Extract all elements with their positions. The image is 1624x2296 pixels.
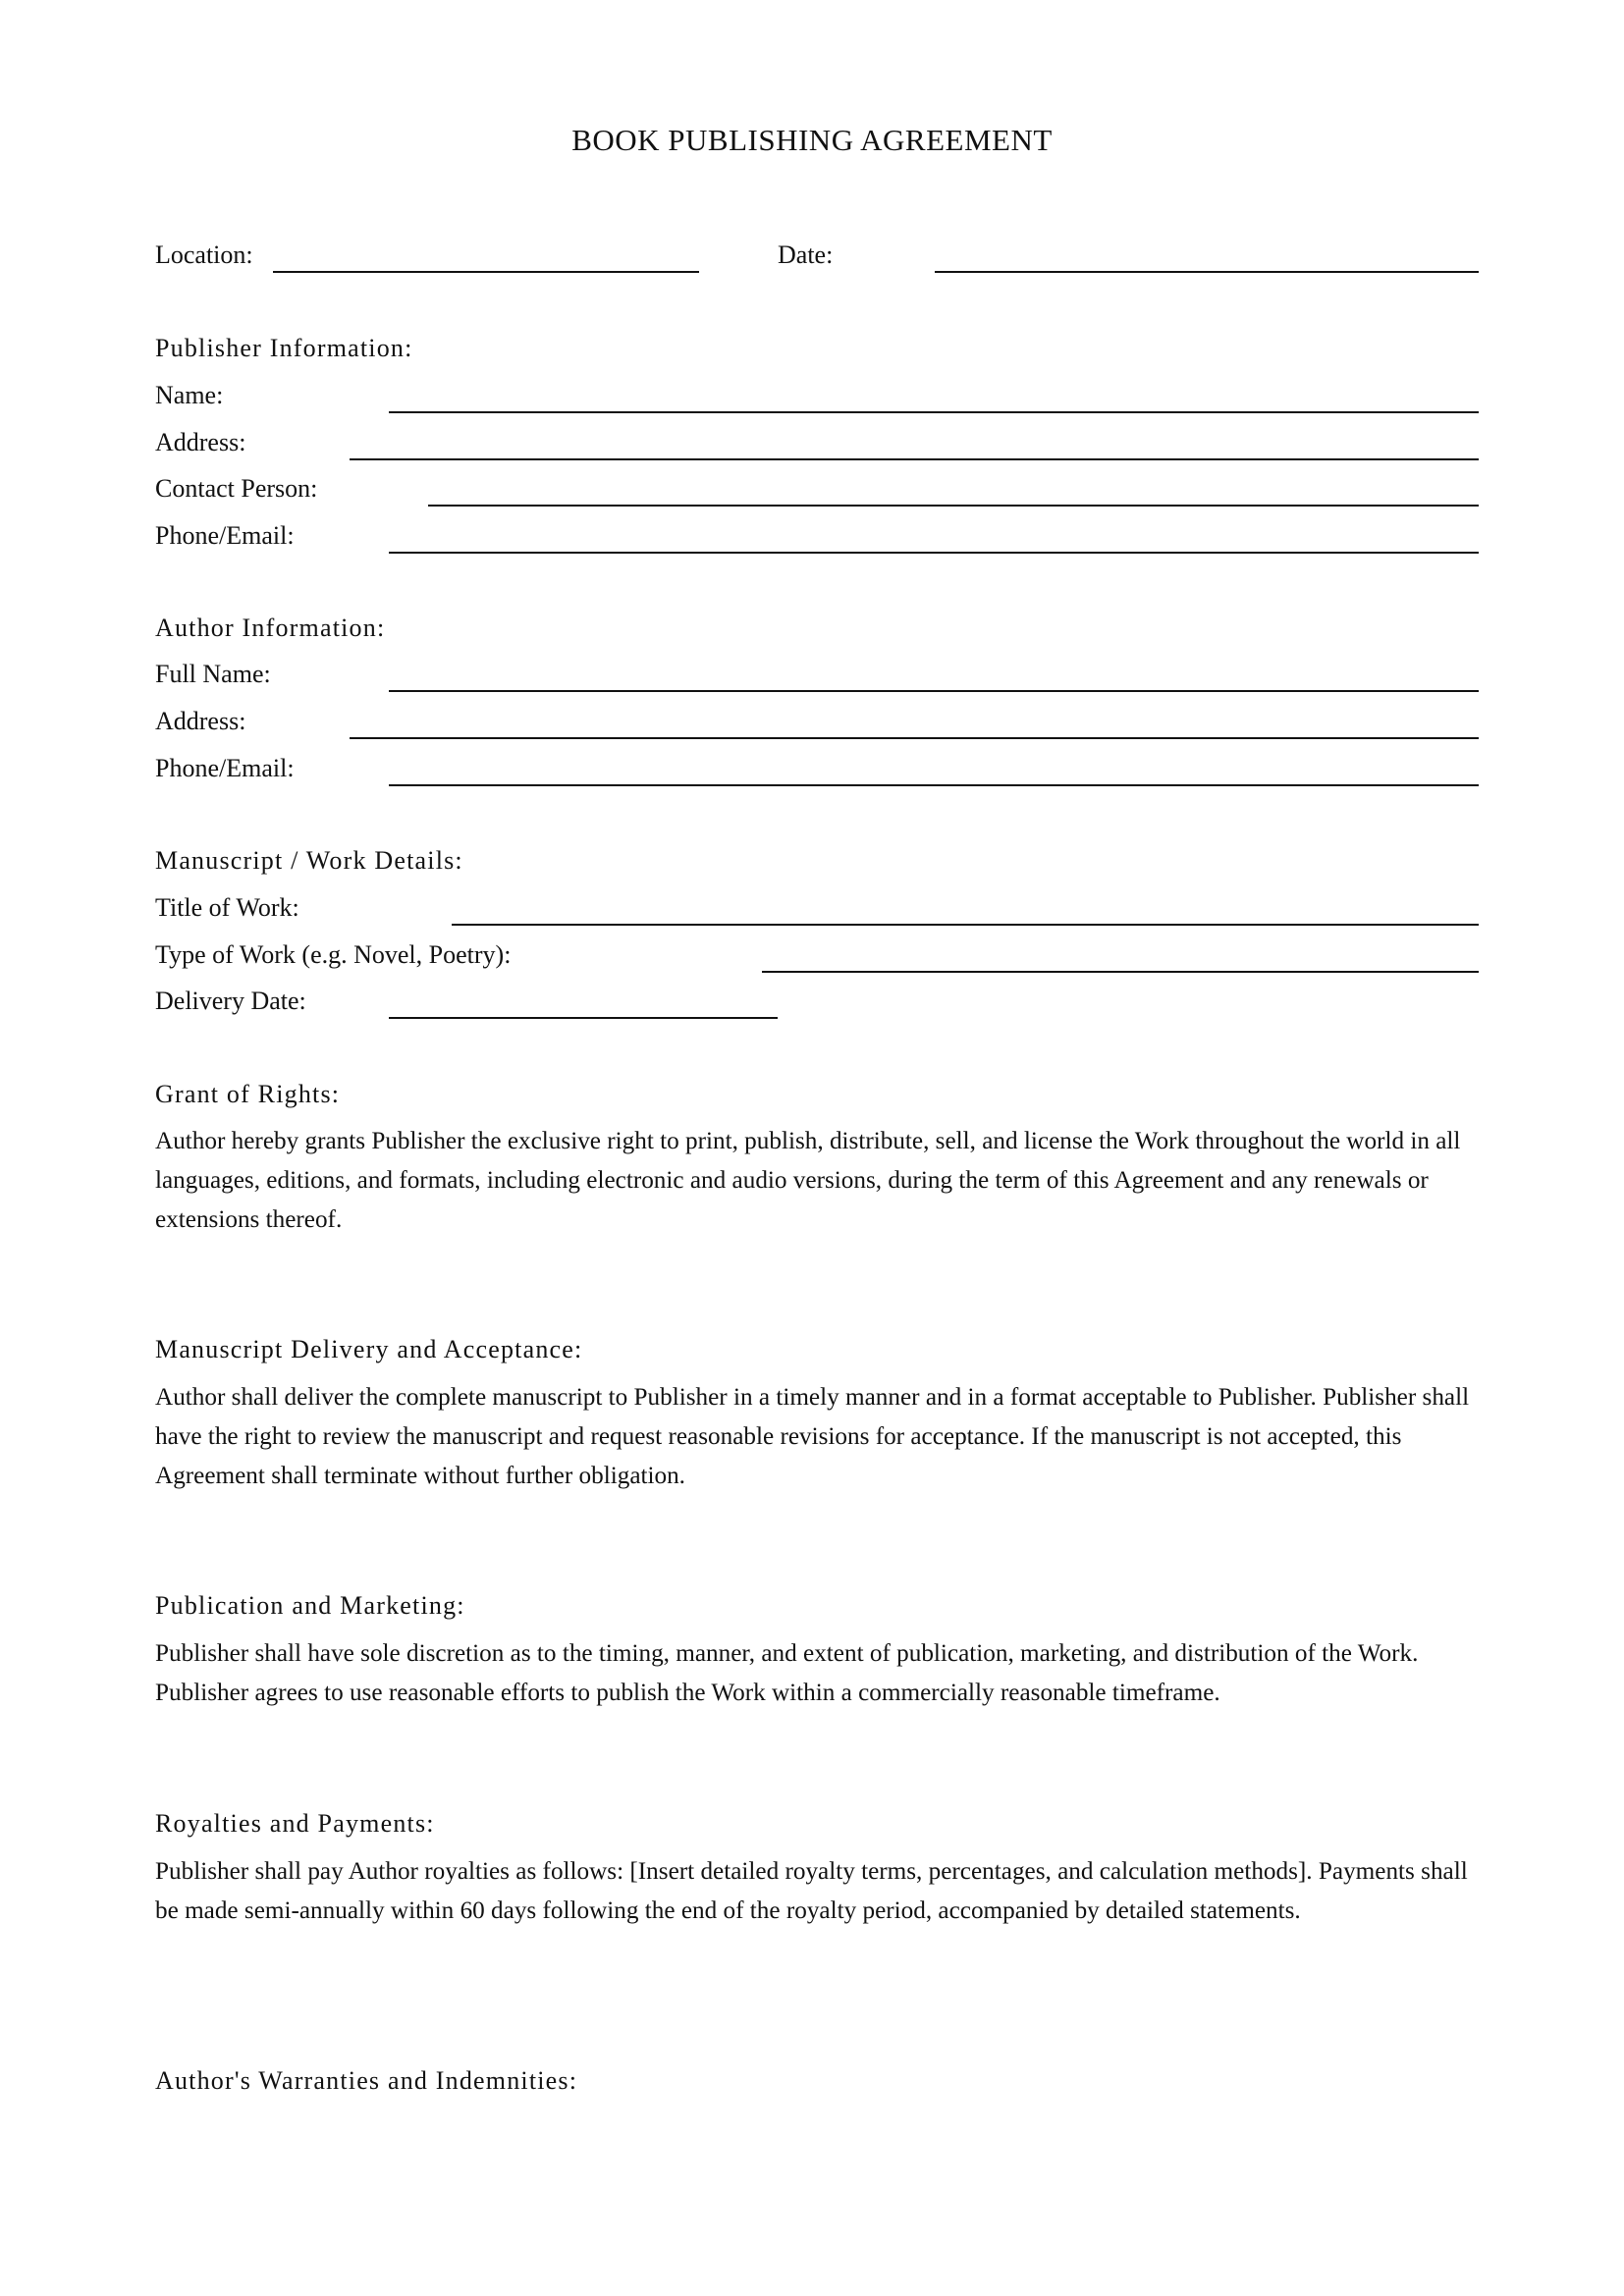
author-address-field[interactable] [350, 737, 1479, 739]
grant-paragraph: Author hereby grants Publisher the exclusive right to print, publish, distribute, sell, and license the Work throughout the world in all languages, editions, and formats, including electronic and audio versions, during the term of this Agreement and any renewals or extensions thereof. [155, 1128, 1461, 1233]
publisher-contact-label: Contact Person: [155, 474, 318, 503]
publisher-phone-label: Phone/Email: [155, 521, 295, 550]
author-heading: Author Information: [155, 614, 386, 642]
delivery-date-label: Delivery Date: [155, 987, 306, 1015]
publication-heading: Publication and Marketing: [155, 1591, 465, 1620]
author-fullname-label: Full Name: [155, 660, 271, 688]
author-phone-label: Phone/Email: [155, 754, 295, 782]
publisher-address-field[interactable] [350, 458, 1479, 460]
author-phone-field[interactable] [389, 784, 1479, 786]
location-field[interactable] [273, 271, 699, 273]
work-title-label: Title of Work: [155, 893, 299, 922]
publisher-address-label: Address: [155, 428, 246, 456]
publisher-name-field[interactable] [389, 411, 1479, 413]
author-fullname-field[interactable] [389, 690, 1479, 692]
document-title: BOOK PUBLISHING AGREEMENT [571, 123, 1053, 157]
work-type-field[interactable] [762, 971, 1479, 973]
delivery-heading: Manuscript Delivery and Acceptance: [155, 1335, 583, 1363]
royalties-paragraph: Publisher shall pay Author royalties as follows: [Insert detailed royalty terms, percentages, and calculation methods]. Payments shall be made semi-annually within 60 days following the end of the royalty period, accompanied by detailed statements. [155, 1858, 1468, 1924]
delivery-paragraph: Author shall deliver the complete manuscript to Publisher in a timely manner and in a format acceptable to Publisher. Publisher shall have the right to review the manuscript and request reasonable revisions for acceptance. If the manuscript is not accepted, this Agreement shall terminate without further obligation. [155, 1384, 1470, 1489]
publisher-heading: Publisher Information: [155, 334, 413, 362]
work-type-label: Type of Work (e.g. Novel, Poetry): [155, 940, 512, 969]
warranties-heading: Author's Warranties and Indemnities: [155, 2066, 578, 2095]
publisher-phone-field[interactable] [389, 552, 1479, 554]
royalties-heading: Royalties and Payments: [155, 1809, 435, 1838]
author-address-label: Address: [155, 707, 246, 735]
publisher-contact-field[interactable] [428, 505, 1479, 507]
manuscript-heading: Manuscript / Work Details: [155, 846, 463, 875]
delivery-date-field[interactable] [389, 1017, 778, 1019]
publisher-name-label: Name: [155, 381, 224, 409]
work-title-field[interactable] [452, 924, 1479, 926]
date-label: Date: [778, 240, 834, 269]
date-field[interactable] [935, 271, 1479, 273]
location-label: Location: [155, 240, 253, 269]
grant-heading: Grant of Rights: [155, 1080, 341, 1108]
publication-paragraph: Publisher shall have sole discretion as to the timing, manner, and extent of publication, marketing, and distribution of the Work. Publisher agrees to use reasonable efforts to publish the Work within a commercially reasonable timeframe. [155, 1640, 1419, 1706]
